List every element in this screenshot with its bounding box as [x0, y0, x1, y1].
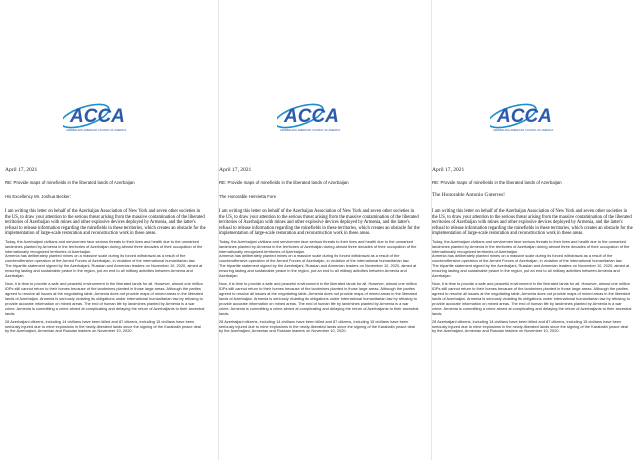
- logo-wordmark: ACCA: [497, 106, 552, 127]
- letter-page-3: [431, 0, 637, 460]
- paragraph: The tripartite statement signed by the Azerbaijani, Russian and Armenian leaders on November 10, 2020, aimed at ensuring lasting and sustainable peace in the region, put an end to all military activities between Armenia and Azerbaijan.: [219, 263, 417, 279]
- paragraph: Armenia has deliberately planted mines on a massive scale during its forced withdrawal as a result of the counteroffensive operation of the Armed Forces of Azerbaijan, in violation of the international humanitarian law.: [5, 253, 196, 264]
- letter-page-1: [5, 0, 211, 460]
- paragraph: The tripartite statement signed by the Azerbaijani, Russian and Armenian leaders on November 10, 2020, aimed at ensuring lasting and sustainable peace in the region, put an end to all military activities between Armenia and Azerbaijan.: [5, 263, 203, 279]
- acca-logo-icon: [63, 96, 133, 136]
- letter-date: April 17, 2021: [5, 167, 38, 173]
- paragraph: Today, the Azerbaijani civilians and servicemen face serious threats to their lives and health due to the unmarked landmines planted by Armenia in the territories of Azerbaijan during almost three decades of their occupation of the internationally recognized territories of Azerbaijan.: [5, 238, 203, 254]
- paragraph: The tripartite statement signed by the Azerbaijani, Russian and Armenian leaders on November 10, 2020, aimed at ensuring lasting and sustainable peace in the region, put an end to all military activities between Armenia and Azerbaijan.: [432, 263, 630, 279]
- letter-salutation: The Honorable Henrietta Fore: [219, 194, 277, 199]
- letter-salutation: His Excellency Mr. Joshua Becker:: [5, 194, 71, 199]
- paragraph: Today, the Azerbaijani civilians and servicemen face serious threats to their lives and health due to the unmarked landmines planted by Armenia in the territories of Azerbaijan during almost three decades of their occupation of the internationally recognized territories of Azerbaijan.: [432, 238, 630, 254]
- paragraph: 28 Azerbaijani citizens, including 14 civilians have been killed and 87 citizens, including 15 civilians have been seriously injured due to mine explosions in the newly-liberated lands since the signing of the Karabakh peace deal by the Azerbaijani, Armenian and Russian leaders on November 10, 2020.: [219, 318, 415, 334]
- acca-logo-icon: [490, 96, 560, 136]
- logo-subtitle: AZERBAIJANI-AMERICAN COUNCIL OF AMERICA: [493, 129, 554, 132]
- logo-wordmark: ACCA: [70, 106, 125, 127]
- letter-salutation: The Honorable Antonio Guterres!: [432, 192, 505, 198]
- paragraph: Armenia has deliberately planted mines on a massive scale during its forced withdrawal as a result of the counteroffensive operation of the Armed Forces of Azerbaijan, in violation of the international humanitarian law.: [432, 253, 623, 264]
- letter-subject: RE: Provide maps of minefields in the liberated lands of Azerbaijan: [219, 180, 349, 185]
- paragraph: Armenia has deliberately planted mines on a massive scale during its forced withdrawal as a result of the counteroffensive operation of the Armed Forces of Azerbaijan, in violation of the international humanitarian law.: [219, 253, 410, 264]
- paragraph: Now, it is time to provide a safe and peaceful environment in the liberated lands for all. However, almost one million IDPs still cannot return to their homes because of the landmines planted in those large areas. Although the parties agreed to resolve all issues at the negotiating table, Armenia does not provide maps of mined areas in the liberated lands of Azerbaijan. Armenia is seriously violating its obligations under international humanitarian law by refusing to provide accurate information on mined areas. The end of human life by landmines planted by Armenia is a war crime. Armenia is committing a crime aimed at complicating and delaying the return of Azerbaijanis to their ancestral lands.: [219, 281, 419, 316]
- letter-subject: RE: Provide maps of minefields in the liberated lands of Azerbaijan: [432, 180, 562, 185]
- paragraph: I am writing this letter on behalf of the Azerbaijan Association of New York and seven other societies in the US, to draw your attention to the serious threat arising from the massive contamination of the liberated territories of Azerbaijan with mines and other explosive devices deployed by Armenia, and the latter's refusal to release information regarding the minefields in these territories, which creates an obstacle for the implementation of large-scale restoration and reconstruction work in these areas.: [5, 209, 206, 236]
- paragraph: Now, it is time to provide a safe and peaceful environment in the liberated lands for all. However, almost one million IDPs still cannot return to their homes because of the landmines planted in those large areas. Although the parties agreed to resolve all issues at the negotiating table, Armenia does not provide maps of mined areas in the liberated lands of Azerbaijan. Armenia is seriously violating its obligations under international humanitarian law by refusing to provide accurate information on mined areas. The end of human life by landmines planted by Armenia is a war crime. Armenia is committing a crime aimed at complicating and delaying the return of Azerbaijanis to their ancestral lands.: [432, 281, 632, 316]
- paragraph: 28 Azerbaijani citizens, including 14 civilians have been killed and 87 citizens, including 15 civilians have been seriously injured due to mine explosions in the newly-liberated lands since the signing of the Karabakh peace deal by the Azerbaijani, Armenian and Russian leaders on November 10, 2020.: [432, 318, 628, 334]
- letter-date: April 17, 2021: [432, 167, 465, 173]
- letter-page-2: [218, 0, 424, 460]
- paragraph: I am writing this letter on behalf of the Azerbaijan Association of New York and seven other societies in the US, to draw your attention to the serious threat arising from the massive contamination of the liberated territories of Azerbaijan with mines and other explosive devices deployed by Armenia, and the latter's refusal to release information regarding the minefields in these territories, which creates an obstacle for the implementation of large-scale restoration and reconstruction work in these areas.: [432, 209, 633, 236]
- paragraph: Now, it is time to provide a safe and peaceful environment in the liberated lands for all. However, almost one million IDPs still cannot return to their homes because of the landmines planted in those large areas. Although the parties agreed to resolve all issues at the negotiating table, Armenia does not provide maps of mined areas in the liberated lands of Azerbaijan. Armenia is seriously violating its obligations under international humanitarian law by refusing to provide accurate information on mined areas. The end of human life by landmines planted by Armenia is a war crime. Armenia is committing a crime aimed at complicating and delaying the return of Azerbaijanis to their ancestral lands.: [5, 281, 205, 316]
- letter-body: [219, 209, 420, 338]
- paragraph: 28 Azerbaijani citizens, including 14 civilians have been killed and 87 citizens, including 15 civilians have been seriously injured due to mine explosions in the newly-liberated lands since the signing of the Karabakh peace deal by the Azerbaijani, Armenian and Russian leaders on November 10, 2020.: [5, 318, 201, 334]
- letter-body: [432, 209, 633, 338]
- logo-wordmark: ACCA: [284, 106, 339, 127]
- acca-logo-icon: [277, 96, 347, 136]
- logo-subtitle: AZERBAIJANI-AMERICAN COUNCIL OF AMERICA: [66, 129, 127, 132]
- logo-subtitle: AZERBAIJANI-AMERICAN COUNCIL OF AMERICA: [280, 129, 341, 132]
- letter-date: April 17, 2021: [219, 167, 252, 173]
- letter-body: [5, 209, 206, 338]
- paragraph: Today, the Azerbaijani civilians and servicemen face serious threats to their lives and health due to the unmarked landmines planted by Armenia in the territories of Azerbaijan during almost three decades of their occupation of the internationally recognized territories of Azerbaijan.: [219, 238, 417, 254]
- letter-subject: RE: Provide maps of minefields in the liberated lands of Azerbaijan: [5, 180, 135, 185]
- paragraph: I am writing this letter on behalf of the Azerbaijan Association of New York and seven other societies in the US, to draw your attention to the serious threat arising from the massive contamination of the liberated territories of Azerbaijan with mines and other explosive devices deployed by Armenia, and the latter's refusal to release information regarding the minefields in these territories, which creates an obstacle for the implementation of large-scale restoration and reconstruction work in these areas.: [219, 209, 420, 236]
